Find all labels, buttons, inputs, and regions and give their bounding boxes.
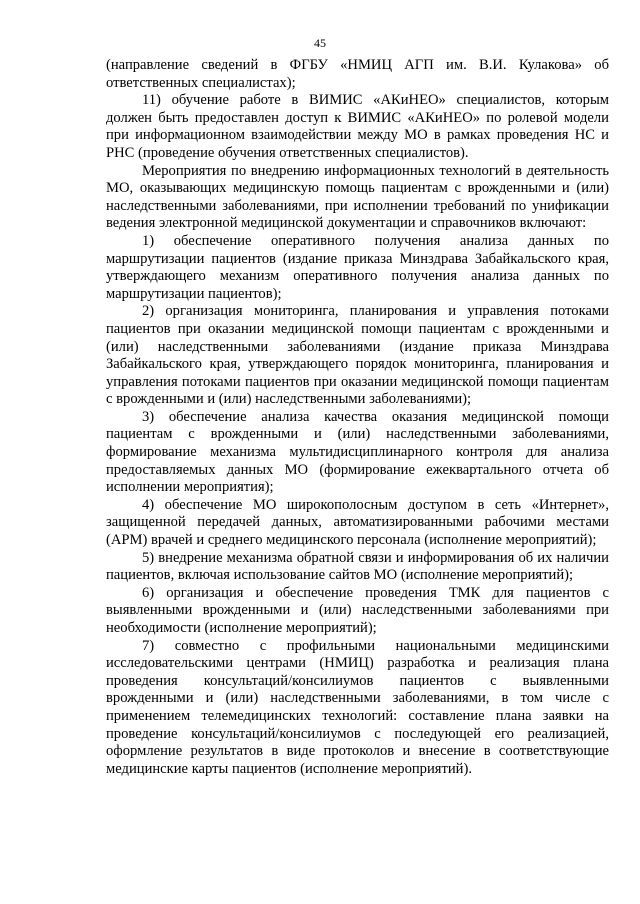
paragraph-item-11: 11) обучение работе в ВИМИС «АКиНЕО» специалистов, которым должен быть предоставлен доступ к ВИМИС «АКиНЕО» по ролевой модели при информационном взаимодействии между МО в рамках проведения НС и РНС (проведение обучения ответственных специалистов). (106, 92, 609, 161)
paragraph-item-5: 5) внедрение механизма обратной связи и информирования об их наличии пациентов, включая использование сайтов МО (исполнение мероприятий); (106, 549, 609, 584)
page-number: 45 (314, 36, 326, 50)
paragraph-item-3: 3) обеспечение анализа качества оказания медицинской помощи пациентам с врожденными и (или) наследственными заболеваниями, формирование механизма мультидисциплинарного контроля для анализа предоставляемых данных МО (формирование ежеквартального отчета об исполнении мероприятия); (106, 408, 609, 496)
document-body (106, 57, 609, 778)
paragraph-item-6: 6) организация и обеспечение проведения ТМК для пациентов с выявленными врожденными и (или) наследственными заболеваниями при необходимости (исполнение мероприятий); (106, 584, 609, 636)
paragraph-item-7: 7) совместно с профильными национальными медицинскими исследовательскими центрами (НМИЦ) разработка и реализация плана проведения консультаций/консилиумов пациентов с выявленными врожденными и (или) наследственными заболеваниями, в том числе с применением телемедицинских технологий: составление плана заявки на проведение консультаций/консилиумов с последующей его реализацией, оформление результатов в виде протоколов и внесение в соответствующие медицинские карты пациентов (исполнение мероприятий). (106, 637, 609, 777)
paragraph-intro: Мероприятия по внедрению информационных технологий в деятельность МО, оказывающих медицинскую помощь пациентам с врожденными и (или) наследственными заболеваниями, при исполнении требований по унификации ведения электронной медицинской документации и справочников включают: (106, 162, 609, 232)
paragraph-item-1: 1) обеспечение оперативного получения анализа данных по маршрутизации пациентов (издание приказа Минздрава Забайкальского края, утверждающего механизм оперативного получения анализа данных по маршрутизации пациентов); (106, 232, 609, 302)
paragraph-item-2: 2) организация мониторинга, планирования и управления потоками пациентов при оказании медицинской помощи пациентам с врожденными и (или) наследственными заболеваниями (издание приказа Минздрава Забайкальского края, утверждающего порядок мониторинга, планирования и управления потоками пациентов при оказании медицинской помощи пациентам с врожденными и (или) наследственными заболеваниями); (106, 303, 609, 408)
paragraph-item-4: 4) обеспечение МО широкополосным доступом в сеть «Интернет», защищенной передачей данных, автоматизированными рабочими местами (АРМ) врачей и среднего медицинского персонала (исполнение мероприятий); (106, 496, 609, 549)
paragraph-continuation: (направление сведений в ФГБУ «НМИЦ АГП им. В.И. Кулакова» об ответственных специалистах); (106, 57, 609, 91)
